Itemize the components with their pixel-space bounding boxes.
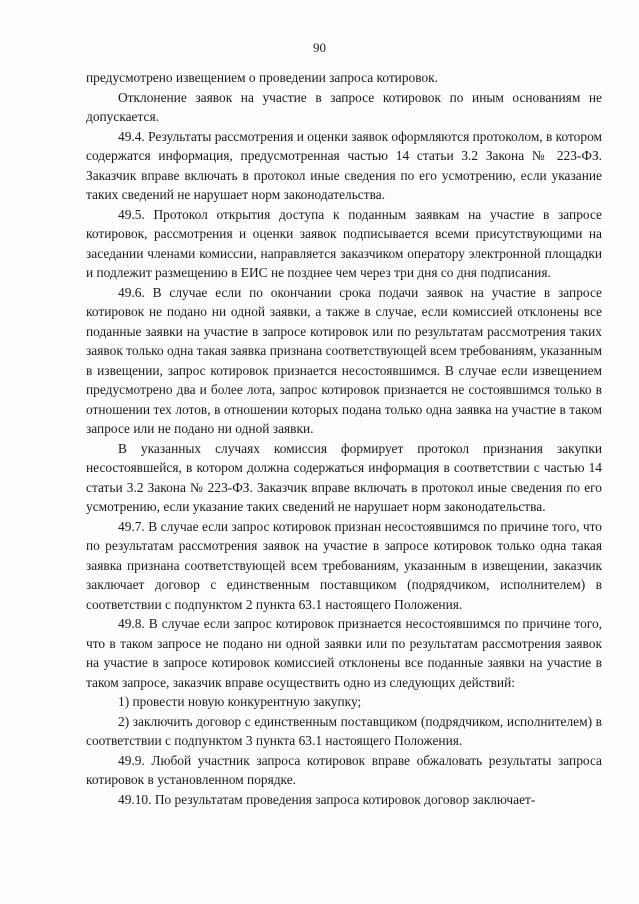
paragraph-49-10: 49.10. По результатам проведения запроса котировок договор заключает-	[118, 791, 536, 807]
list-item-2: 2) заключить договор с единственным поставщиком (подрядчиком, исполнителем) в соответствии с подпунктом 3 пункта 63.1 настоящего Положения.	[86, 713, 602, 748]
paragraph-rejection: Отклонение заявок на участие в запросе котировок по иным основаниям не допускается.	[86, 89, 602, 124]
page-number: 90	[313, 40, 326, 55]
list-item-1: 1) провести новую конкурентную закупку;	[118, 694, 362, 709]
paragraph-failed-procurement-protocol: В указанных случаях комиссия формирует протокол признания закупки несостоявшейся, в котором должна содержаться информация в соответствии с частью 14 статьи 3.2 Закона № 223-ФЗ. Заказчик вправе включать в протокол иные сведения по его усмотрению, если указание таких сведений не нарушает норм законодательства.	[86, 440, 602, 514]
paragraph-49-6: 49.6. В случае если по окончании срока подачи заявок на участие в запросе котировок не подано ни одной заявки, а также в случае, если комиссией отклонены все поданные заявки на участие в запросе котировок или по результатам рассмотрения таких заявок только одна такая заявка признана соответствующей всем требованиям, указанным в извещении, запрос котировок признается несостоявшимся. В случае если извещением предусмотрено два и более лота, запрос котировок признается не состоявшимся только в отношении тех лотов, в отношении которых подана только одна заявка на участие в таком запросе или не подано ни одной заявки.	[86, 284, 602, 436]
paragraph-49-9: 49.9. Любой участник запроса котировок вправе обжаловать результаты запроса котировок в установленном порядке.	[86, 752, 602, 787]
paragraph-49-8: 49.8. В случае если запрос котировок признается несостоявшимся по причине того, что в таком запросе не подано ни одной заявки или по результатам рассмотрения заявок на участие в запросе котировок комиссией отклонены все поданные заявки на участие в таком запросе, заказчик вправе осуществить одно из следующих действий:	[86, 616, 602, 690]
paragraph-continuation: предусмотрено извещением о проведении запроса котировок.	[86, 70, 439, 85]
paragraph-49-4: 49.4. Результаты рассмотрения и оценки заявок оформляются протоколом, в котором содержатся информация, предусмотренная частью 14 статьи 3.2 Закона № 223-ФЗ. Заказчик вправе включать в протокол иные сведения по его усмотрению, если указание таких сведений не нарушает норм законодательства.	[86, 128, 602, 202]
paragraph-49-5: 49.5. Протокол открытия доступа к поданным заявкам на участие в запросе котировок, рассмотрения и оценки заявок подписывается всеми присутствующими на заседании членами комиссии, направляется заказчиком оператору электронной площадки и подлежит размещению в ЕИС не позднее чем через три дня со дня подписания.	[86, 206, 602, 280]
paragraph-49-7: 49.7. В случае если запрос котировок признан несостоявшимся по причине того, что по результатам рассмотрения заявок на участие в запросе котировок только одна такая заявка признана соответствующей всем требованиям, указанным в извещении, заказчик заключает договор с единственным поставщиком (подрядчиком, исполнителем) в соответствии с подпунктом 2 пункта 63.1 настоящего Положения.	[86, 518, 602, 612]
document-body	[86, 68, 602, 809]
